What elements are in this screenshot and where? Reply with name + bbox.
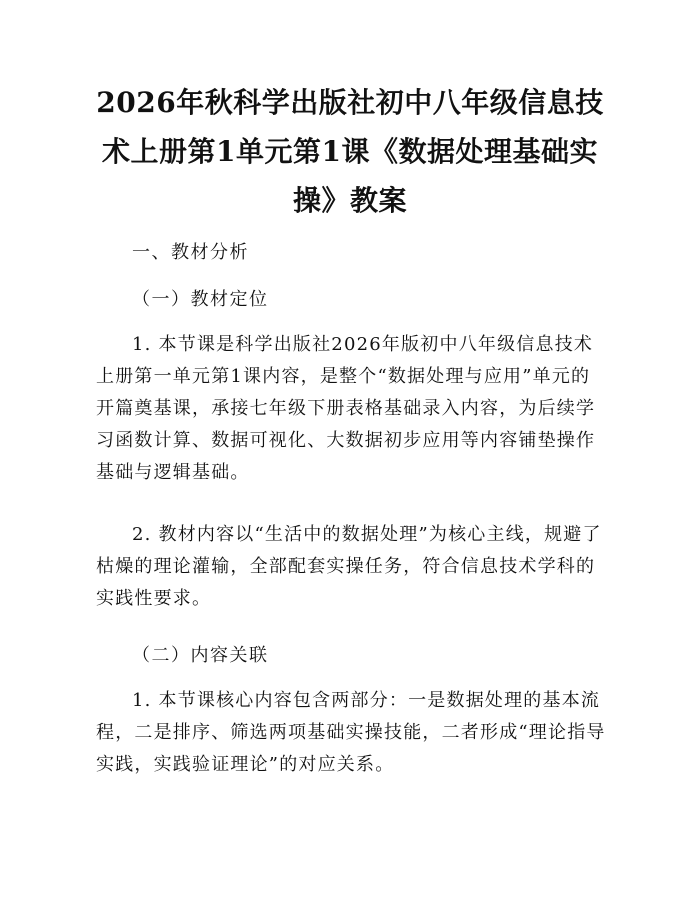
paragraph-textbook-position-2: 2. 教材内容以“生活中的数据处理”为核心主线，规避了枯燥的理论灌输，全部配套实操任务，符合信息技术学科的实践性要求。 [96,524,602,609]
subsection-heading-textbook-position: （一）教材定位 [132,289,269,310]
paragraph-content-relation-1: 1. 本节课核心内容包含两部分：一是数据处理的基本流程，二是排序、筛选两项基础实操技能，二者形成“理论指导实践，实践验证理论”的对应关系。 [96,690,606,775]
document-title: 2026年秋科学出版社初中八年级信息技术上册第1单元第1课《数据处理基础实操》教案 [96,86,604,217]
subsection-heading-content-relation: （二）内容关联 [132,645,269,666]
section-heading-textbook-analysis: 一、教材分析 [132,242,249,263]
paragraph-textbook-position-1: 1. 本节课是科学出版社2026年版初中八年级信息技术上册第一单元第1课内容，是整个“数据处理与应用”单元的开篇奠基课，承接七年级下册表格基础录入内容，为后续学习函数计算、数据可视化、大数据初步应用等内容铺垫操作基础与逻辑基础。 [96,334,596,483]
